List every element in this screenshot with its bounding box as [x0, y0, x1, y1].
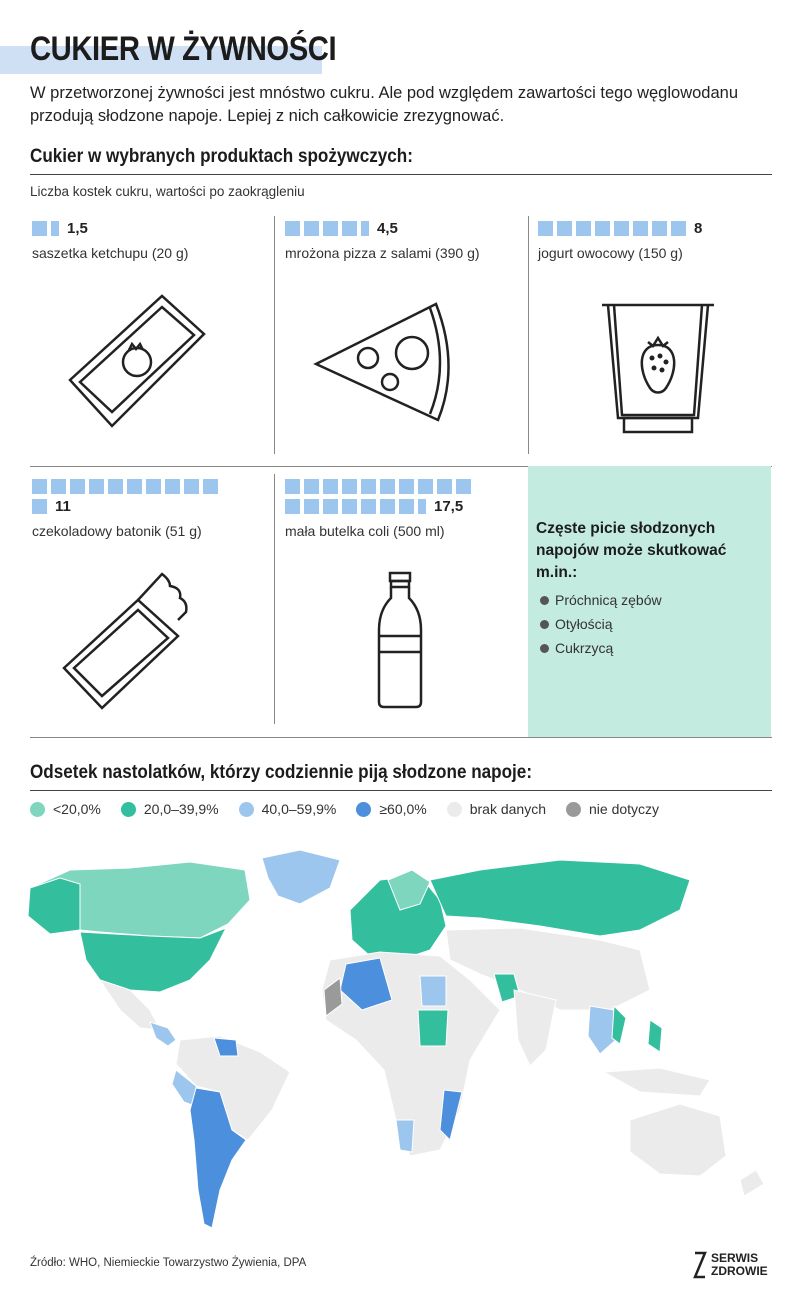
product-chocolate — [32, 479, 232, 539]
info-list-item: Próchnicą zębów — [536, 588, 763, 612]
sugar-cube — [285, 479, 300, 494]
sugar-cube — [184, 479, 199, 494]
sugar-cube — [304, 221, 319, 236]
grid-divider — [528, 216, 529, 454]
map-region-greenland — [262, 850, 340, 904]
sugar-cube — [361, 499, 376, 514]
legend-swatch — [239, 802, 254, 817]
products-heading: Cukier w wybranych produktach spożywczych: — [30, 146, 413, 167]
cube-count: 8 — [694, 220, 703, 237]
map-heading: Odsetek nastolatków, którzy codziennie piją słodzone napoje: — [30, 762, 533, 783]
cube-row — [32, 220, 262, 237]
map-region-indonesia — [604, 1068, 710, 1096]
sugar-cube — [323, 479, 338, 494]
legend-item: brak danych — [447, 801, 546, 817]
sugar-cube — [671, 221, 686, 236]
info-list-item: Cukrzycą — [536, 636, 763, 660]
sugar-cube — [32, 499, 47, 514]
map-legend — [30, 801, 679, 817]
products-note: Liczba kostek cukru, wartości po zaokrągleniu — [30, 184, 305, 199]
sugar-cube — [32, 221, 47, 236]
sugar-cube — [89, 479, 104, 494]
product-label: saszetka ketchupu (20 g) — [32, 245, 189, 261]
legend-item: <20,0% — [30, 801, 101, 817]
map-region-india — [514, 990, 556, 1066]
map-region-central-america — [150, 1022, 176, 1046]
map-region-australia — [630, 1104, 726, 1176]
sugar-cube — [342, 499, 357, 514]
sugar-cube — [380, 479, 395, 494]
map-region-namibia — [396, 1120, 414, 1152]
sugar-cube — [380, 499, 395, 514]
map-region-sudan — [418, 1010, 448, 1046]
cube-count: 4,5 — [377, 220, 398, 237]
bullet-icon — [540, 644, 549, 653]
source-note: Źródło: WHO, Niemieckie Towarzystwo Żywienia, DPA — [30, 1257, 307, 1269]
cube-row — [538, 220, 768, 237]
sugar-cube — [342, 221, 357, 236]
lead-text: W przetworzonej żywności jest mnóstwo cukru. Ale pod względem zawartości tego węglowodanu przodują słodzone napoje. Lepiej z nich całkowicie zrezygnować. — [30, 84, 738, 125]
legend-item: 20,0–39,9% — [121, 801, 219, 817]
cola-bottle-icon — [374, 570, 426, 710]
world-map — [0, 840, 800, 1240]
sugar-cube — [437, 479, 452, 494]
map-region-new-zealand — [740, 1170, 764, 1196]
sugar-cube-half — [51, 221, 59, 236]
info-list-item: Otyłością — [536, 612, 763, 636]
pizza-slice-icon — [312, 296, 457, 426]
product-label: czekoladowy batonik (51 g) — [32, 523, 202, 539]
sugar-cube — [32, 479, 47, 494]
sugar-cube — [127, 479, 142, 494]
grid-divider — [30, 737, 772, 738]
legend-swatch — [30, 802, 45, 817]
legend-swatch — [566, 802, 581, 817]
chocolate-bar-icon — [58, 568, 193, 713]
map-region-vietnam — [612, 1006, 626, 1044]
cube-row — [32, 479, 232, 515]
cube-count: 17,5 — [434, 498, 464, 515]
legend-item: nie dotyczy — [566, 801, 659, 817]
map-region-mozambique — [440, 1090, 462, 1140]
sugar-cube — [146, 479, 161, 494]
product-label: mała butelka coli (500 ml) — [285, 523, 445, 539]
sugar-cube — [399, 499, 414, 514]
cube-count: 1,5 — [67, 220, 88, 237]
products-rule — [30, 174, 772, 175]
sugar-cube — [633, 221, 648, 236]
cube-count: 11 — [55, 498, 71, 515]
product-label: mrożona pizza z salami (390 g) — [285, 245, 480, 261]
product-label: jogurt owocowy (150 g) — [538, 245, 683, 261]
sugar-cube — [304, 499, 319, 514]
map-region-russia — [430, 860, 690, 936]
sugar-cube — [595, 221, 610, 236]
page-title: CUKIER W ŻYWNOŚCI — [30, 30, 337, 68]
sugar-cube — [652, 221, 667, 236]
map-region-egypt — [420, 976, 446, 1006]
legend-item: 40,0–59,9% — [239, 801, 337, 817]
legend-swatch — [447, 802, 462, 817]
sugar-cube — [70, 479, 85, 494]
map-region-philippines — [648, 1020, 662, 1052]
sugar-cube — [304, 479, 319, 494]
logo-mark-icon — [693, 1250, 707, 1280]
sugar-cube — [557, 221, 572, 236]
sugar-cube — [285, 499, 300, 514]
cube-row — [285, 479, 485, 515]
info-list — [536, 588, 763, 660]
serwis-zdrowie-logo — [693, 1250, 768, 1280]
product-cola — [285, 479, 485, 539]
legend-swatch — [356, 802, 371, 817]
health-info-box — [528, 466, 771, 737]
cube-row — [285, 220, 520, 237]
legend-swatch — [121, 802, 136, 817]
sugar-cube — [418, 479, 433, 494]
sugar-cube — [165, 479, 180, 494]
sugar-cube — [323, 499, 338, 514]
sugar-cube-half — [361, 221, 369, 236]
product-pizza — [285, 220, 520, 261]
map-region-alaska — [28, 878, 80, 934]
legend-item: ≥60,0% — [356, 801, 426, 817]
bullet-icon — [540, 596, 549, 605]
sugar-cube — [203, 479, 218, 494]
sugar-cube — [576, 221, 591, 236]
product-ketchup — [32, 220, 262, 261]
sugar-cube — [323, 221, 338, 236]
info-title: Częste picie słodzonych napojów może skutkować m.in.: — [536, 520, 727, 581]
sugar-cube — [108, 479, 123, 494]
sugar-cube — [538, 221, 553, 236]
sugar-cube — [614, 221, 629, 236]
sugar-cube — [399, 479, 414, 494]
sugar-cube — [456, 479, 471, 494]
title-block — [0, 30, 356, 69]
grid-divider — [274, 474, 275, 724]
sugar-cube — [342, 479, 357, 494]
sugar-cube — [285, 221, 300, 236]
sugar-cube-half — [418, 499, 426, 514]
bullet-icon — [540, 620, 549, 629]
yogurt-cup-icon — [600, 300, 716, 436]
logo-text: SERWIS ZDROWIE — [711, 1251, 768, 1278]
product-yogurt — [538, 220, 768, 261]
grid-divider — [274, 216, 275, 454]
sugar-cube — [51, 479, 66, 494]
ketchup-sachet-icon — [62, 290, 212, 435]
map-rule — [30, 790, 772, 791]
sugar-cube — [361, 479, 376, 494]
